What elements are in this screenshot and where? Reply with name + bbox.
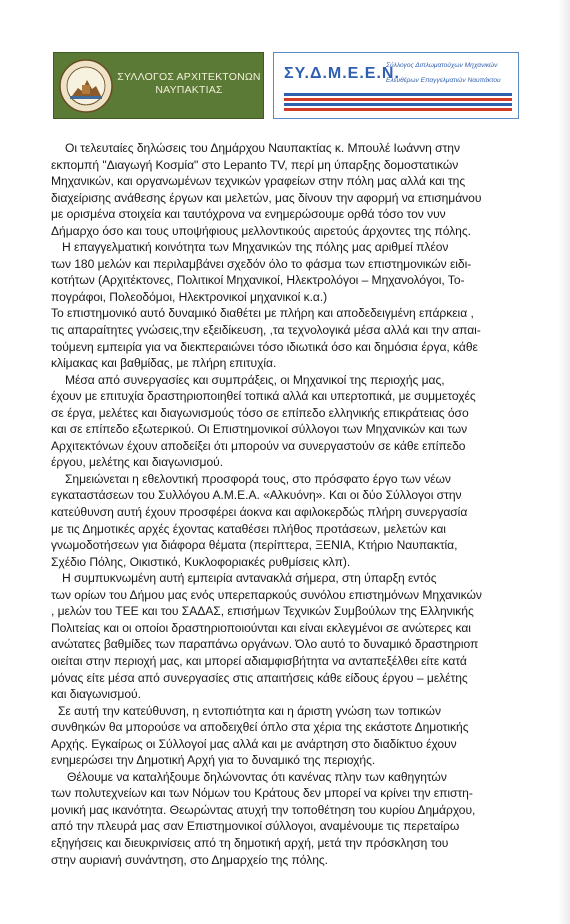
paragraph-line: εγκαταστάσεων του Συλλόγου Α.Μ.Ε.Α. «Αλκυόνη». Και οι δύο Σύλλογοι στην — [51, 488, 462, 503]
paragraph-line: με τις Δημοτικές αρχές έχοντας καταθέσει πλήθος προτάσεων, μελετών και — [51, 521, 446, 536]
paragraph-line: έχουν με επιτυχία δραστηριοποιηθεί τοπικά αλλά και υπερτοπικά, με συμμετοχές — [51, 389, 476, 404]
paragraph-line: μονική μας ικανότητα. Θεωρώντας ατυχή την τοποθέτηση του κυρίου Δημάρχου, — [51, 802, 476, 817]
paragraph-line: Μηχανικών, και οργανωμένων τεχνικών γραφείων στην πόλη μας αλλά και της — [51, 174, 466, 189]
paragraph-line: συνθηκών θα μπορούσε να αποδειχθεί όπλο στα χέρια της εκάστοτε Δημοτικής — [51, 720, 469, 735]
paragraph-line: , μελών του ΤΕΕ και του ΣΑΔΑΣ, επισήμων Τεχνικών Συμβούλων της Ελληνικής — [51, 604, 474, 619]
paragraph-line: των πολυτεχνείων και των Νόμων του Κράτους δεν μπορεί να κρίνει την επιστη- — [51, 786, 473, 801]
paragraph-line: έργου, μελέτης και διαγωνισμού. — [51, 455, 224, 470]
paragraph-line: των 180 μελών και περιλαμβάνει σχεδόν όλο το φάσμα των επιστημονικών ειδι- — [51, 256, 472, 271]
paragraph-line: τούμενη εμπειρία για να διεκπεραιώνει τόσο ιδιωτικά όσο και δημόσια έργα, κάθε — [51, 339, 478, 354]
paragraph-line: Η επαγγελματική κοινότητα των Μηχανικών της πόλης μας αριθμεί πλέον — [62, 240, 449, 255]
letter-paragraph — [51, 471, 537, 570]
paragraph-line: Σε αυτή την κατεύθυνση, η εντοπιότητα και η άριστη γνώση των τοπικών — [58, 703, 441, 718]
engineers-subtitle-line2: Ελευθέρων Επαγγελματιών Ναυπάκτου — [386, 77, 501, 84]
paragraph-line: στην αυριανή συνάντηση, στο Δημαρχείο της πόλης. — [51, 852, 328, 867]
paragraph-line: οιείται στην περιοχή μας, και μπορεί αδιαμφισβήτητα να ανταπεξέλθει είτε κατά — [51, 653, 467, 668]
logo-stripe-red — [284, 108, 512, 111]
letter-body — [51, 140, 537, 868]
letter-paragraph — [51, 703, 537, 769]
paragraph-line: Θέλουμε να καταλήξουμε δηλώνοντας ότι κανένας πλην των καθηγητών — [67, 769, 447, 784]
paragraph-line: Δήμαρχο όσο και τους υποψήφιους μελλοντικούς αιρετούς άρχοντες της πόλης. — [51, 223, 471, 238]
paragraph-line: κοτήτων (Αρχιτέκτονες, Πολιτικοί Μηχανικοί, Ηλεκτρολόγοι – Μηχανολόγοι, Το- — [51, 273, 465, 288]
paragraph-line: ενημερώσει την Δημοτική Αρχή για το δυναμικό της περιοχής. — [51, 753, 376, 768]
paragraph-line: Πολιτείας και οι οποίοι δραστηριοποιούνται και είναι εκλεγμένοι σε ανώτερες και — [51, 620, 471, 635]
paragraph-line: πογράφοι, Πολεοδόμοι, Ηλεκτρονικοί μηχανικοί κ.α.) — [51, 289, 328, 304]
logo-stripe-blue — [284, 93, 512, 96]
paragraph-line: Οι τελευταίες δηλώσεις του Δημάρχου Ναυπακτίας κ. Μπουλέ Ιωάννη στην — [65, 141, 460, 155]
letter-paragraph — [51, 570, 537, 702]
paragraph-line: και σε επίπεδο εξωτερικού. Οι Επιστημονικοί σύλλογοι των Μηχανικών και των — [51, 422, 468, 437]
paragraph-line: Η συμπυκνωμένη αυτή εμπειρία αντανακλά σήμερα, στη ύπαρξη εντός — [62, 571, 437, 586]
page-edge-shadow — [558, 0, 570, 924]
logo-stripe-red — [284, 98, 512, 101]
paragraph-line: από την πλευρά μας σαν Επιστημονικοί σύλλογοι, αναμένουμε τις περεταίρω — [51, 819, 460, 834]
letter-paragraph — [51, 239, 537, 371]
architects-association-name — [116, 71, 262, 97]
paragraph-line: ανώτατες βαθμίδες των παραπάνω οργάνων. Όλο αυτό το δυναμικό δραστηριοπ — [51, 637, 479, 652]
paragraph-line: κατεύθυνση αυτή έχουν προσφέρει άοκνα και αφιλοκερδώς πλήρη συνεργασία — [51, 505, 468, 520]
paragraph-line: Αρχής. Εγκαίρως οι Σύλλογοί μας αλλά και με ανάρτηση στο διαδίκτυο έχουν — [51, 736, 457, 751]
paragraph-line: τις απαραίτητες γνώσεις,την εξειδίκευση, ,τα τεχνολογικά μέσα αλλά και την απαι- — [51, 323, 481, 338]
paragraph-line: Μέσα από συνεργασίες και συμπράξεις, οι Μηχανικοί της περιοχής μας, — [65, 372, 445, 387]
seal-icon — [58, 58, 114, 114]
paragraph-line: Σχέδιο Πόλης, Οικιστικό, Κυκλοφοριακές ρυθμίσεις κλπ). — [51, 554, 351, 569]
letterhead — [53, 52, 519, 119]
logo-name-line2: ΝΑΥΠΑΚΤΙΑΣ — [155, 84, 223, 96]
engineers-subtitle-line1: Σύλλογος Διπλωματούχων Μηχανικών — [386, 62, 498, 69]
letter-paragraph — [51, 372, 537, 471]
engineers-acronym: ΣΥ.Δ.Μ.Ε.Ε.Ν. — [284, 65, 400, 82]
paragraph-line: μόνας είτε μέσα από συνεργασίες στις απαιτήσεις κάθε είδους έργου – μελέτης — [51, 670, 468, 685]
architects-association-logo — [53, 52, 264, 119]
paragraph-line: εκπομπή "Διαγωγή Κοσμία" στο Lepanto TV, περί μη ύπαρξης δομοστατικών — [51, 157, 459, 172]
paragraph-line: διαχείρισης ανάθεσης έργων και μελετών, μας δίνουν την αφορμή να επισημάνου — [51, 190, 482, 205]
paragraph-line: σε έργα, μελέτες και διαγωνισμούς τόσο σε επίπεδο ελληνικής επικράτειας όσο — [51, 405, 469, 420]
paragraph-line: κλίμακας και βαθμίδας, με πλήρη επιτυχία. — [51, 356, 277, 371]
paragraph-line: με ορισμένα στοιχεία και ταυτόχρονα να ενημερώσουμε ορθά τόσο τον νυν — [51, 207, 446, 222]
engineers-association-logo — [273, 52, 519, 119]
paragraph-line: εξηγήσεις και διευκρινίσεις από τη δημοτική αρχή, μετά την πρόσκληση του — [51, 835, 449, 850]
letter-paragraph — [51, 140, 537, 239]
paragraph-line: και διαγωνισμού. — [51, 687, 141, 702]
paragraph-line: Το επιστημονικό αυτό δυναμικό διαθέτει με πλήρη και αποδεδειγμένη επάρκεια , — [51, 306, 474, 321]
logo-name-line1: ΣΥΛΛΟΓΟΣ ΑΡΧΙΤΕΚΤΟΝΩΝ — [117, 71, 261, 83]
paragraph-line: Αρχιτεκτόνων έχουν αποδείξει ότι μπορούν να συνεργαστούν σε κάθε επίπεδο — [51, 438, 466, 453]
paragraph-line: Σημειώνεται η εθελοντική προσφορά τους, στο πρόσφατο έργο των νέων — [65, 471, 451, 486]
letter-paragraph — [51, 769, 537, 868]
paragraph-line: των ορίων του Δήμου μας ενός υπερεπαρκούς συνόλου επιστημόνων Μηχανικών — [51, 587, 482, 602]
paragraph-line: γνωμοδοτήσεων για διάφορα θέματα (περίπτερα, ΞΕΝΙΑ, Κτήριο Ναυπακτία, — [51, 538, 458, 553]
logo-stripe-blue — [284, 103, 512, 106]
